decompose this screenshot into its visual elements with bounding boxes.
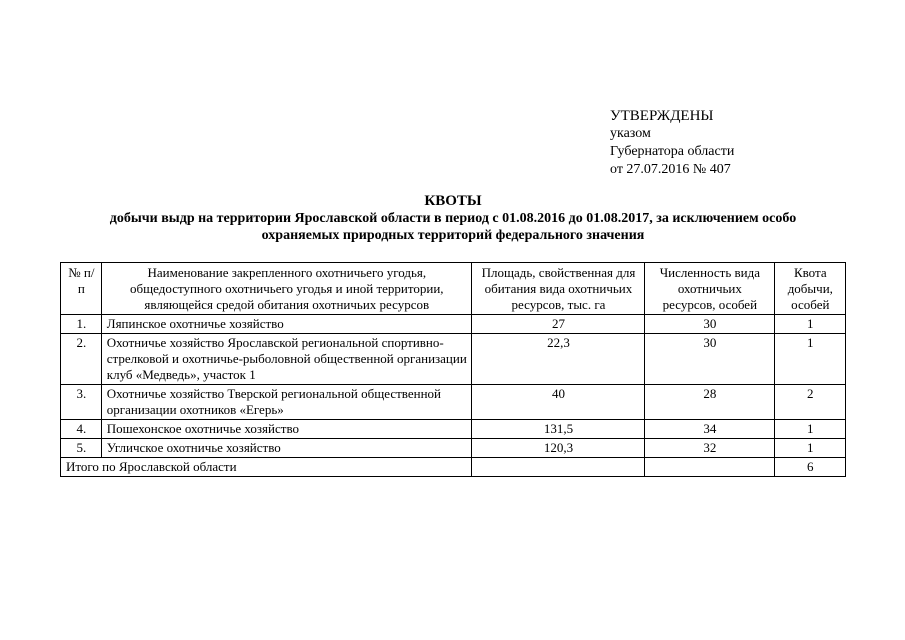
- cell-num: 2.: [61, 334, 102, 385]
- cell-quota: 1: [774, 439, 845, 458]
- approval-decree: указом: [610, 126, 651, 141]
- cell-count: 32: [645, 439, 774, 458]
- table-header-row: [61, 263, 846, 315]
- cell-num: 3.: [61, 385, 102, 420]
- table-row: [61, 420, 846, 439]
- cell-num: 5.: [61, 439, 102, 458]
- cell-area: 120,3: [471, 439, 644, 458]
- cell-name: Ляпинское охотничье хозяйство: [101, 315, 471, 334]
- header-name: Наименование закрепленного охотничьего угодья, общедоступного охотничьего угодья и иной территории, являющейся средой обитания охотничьих ресурсов: [101, 263, 471, 315]
- total-quota: 6: [774, 458, 845, 477]
- header-count: Численность вида охотничьих ресурсов, особей: [645, 263, 774, 315]
- title-line-2: охраняемых природных территорий федерального значения: [261, 228, 645, 243]
- cell-quota: 1: [774, 315, 845, 334]
- cell-num: 4.: [61, 420, 102, 439]
- document-title: [60, 193, 846, 244]
- cell-area: 27: [471, 315, 644, 334]
- cell-name: Охотничье хозяйство Тверской региональной общественной организации охотников «Егерь»: [101, 385, 471, 420]
- cell-count: 30: [645, 334, 774, 385]
- cell-area: 22,3: [471, 334, 644, 385]
- table-row: [61, 439, 846, 458]
- cell-quota: 1: [774, 420, 845, 439]
- header-quota: Квота добычи, особей: [774, 263, 845, 315]
- header-num: № п/п: [61, 263, 102, 315]
- cell-num: 1.: [61, 315, 102, 334]
- total-count-empty: [645, 458, 774, 477]
- approval-block: [610, 107, 734, 179]
- cell-area: 131,5: [471, 420, 644, 439]
- total-label: Итого по Ярославской области: [61, 458, 472, 477]
- cell-name: Угличское охотничье хозяйство: [101, 439, 471, 458]
- cell-count: 28: [645, 385, 774, 420]
- table-total-row: [61, 458, 846, 477]
- cell-name: Пошехонское охотничье хозяйство: [101, 420, 471, 439]
- approval-date: от 27.07.2016 № 407: [610, 162, 731, 177]
- table-row: [61, 334, 846, 385]
- cell-name: Охотничье хозяйство Ярославской региональной спортивно-стрелковой и охотничье-рыболовной общественной организации клуб «Медведь», участок 1: [101, 334, 471, 385]
- approval-status: УТВЕРЖДЕНЫ: [610, 108, 714, 124]
- header-area: Площадь, свойственная для обитания вида охотничьих ресурсов, тыс. га: [471, 263, 644, 315]
- title-heading: КВОТЫ: [424, 193, 482, 209]
- approval-authority: Губернатора области: [610, 144, 735, 159]
- cell-count: 34: [645, 420, 774, 439]
- title-line-1: добычи выдр на территории Ярославской области в период с 01.08.2016 до 01.08.2017, за исключением особо: [109, 211, 797, 226]
- table-row: [61, 315, 846, 334]
- total-area-empty: [471, 458, 644, 477]
- cell-quota: 2: [774, 385, 845, 420]
- cell-count: 30: [645, 315, 774, 334]
- table-row: [61, 385, 846, 420]
- cell-quota: 1: [774, 334, 845, 385]
- cell-area: 40: [471, 385, 644, 420]
- quota-table: [60, 262, 846, 477]
